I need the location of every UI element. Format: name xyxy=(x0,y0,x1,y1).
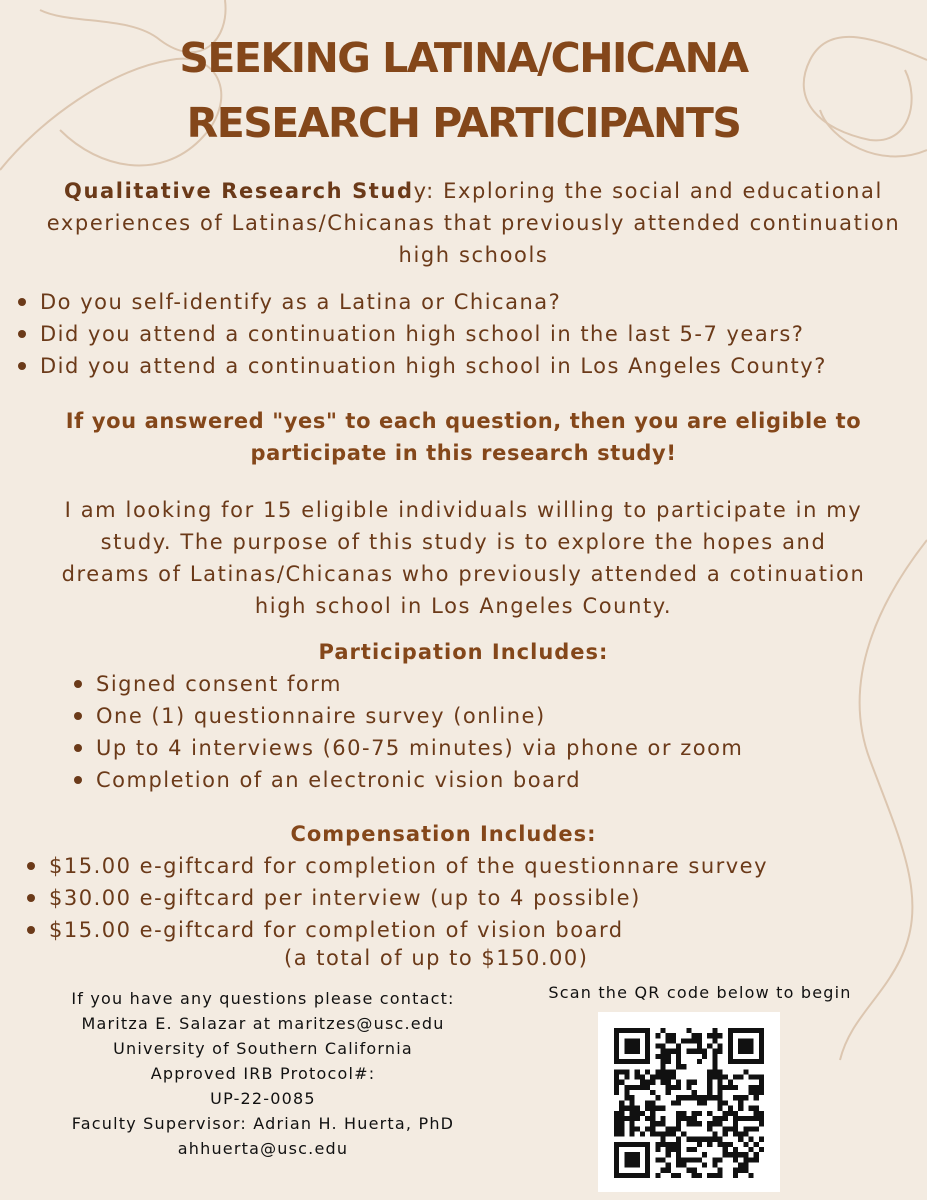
contact-university: University of Southern California xyxy=(113,1039,413,1058)
participation-item: One (1) questionnaire survey (online) xyxy=(72,700,743,732)
study-description: y: Exploring the social and educational experiences of Latinas/Chicanas that previously attended continuation high schools xyxy=(46,179,901,267)
supervisor-email: ahhuerta@usc.edu xyxy=(177,1139,349,1158)
study-type-label: Qualitative Research Stud xyxy=(64,179,414,203)
qr-code-card[interactable] xyxy=(598,1012,780,1192)
participation-heading: Participation Includes: xyxy=(318,640,609,664)
compensation-item: $30.00 e-giftcard per interview (up to 4 possible) xyxy=(25,882,768,914)
irb-number: UP-22-0085 xyxy=(210,1089,316,1108)
screening-questions xyxy=(16,286,827,382)
faculty-supervisor: Faculty Supervisor: Adrian H. Huerta, PhD xyxy=(71,1114,455,1133)
page-title-line-2: RESEARCH PARTICIPANTS xyxy=(186,99,741,147)
compensation-list xyxy=(25,850,768,946)
compensation-item: $15.00 e-giftcard for completion of vision board xyxy=(25,914,768,946)
compensation-item: $15.00 e-giftcard for completion of the questionnare survey xyxy=(25,850,768,882)
participation-list xyxy=(72,668,743,796)
participation-item: Signed consent form xyxy=(72,668,743,700)
contact-prompt: If you have any questions please contact: xyxy=(71,989,455,1008)
study-intro xyxy=(40,175,907,271)
contact-info xyxy=(28,986,498,1161)
qr-code[interactable] xyxy=(614,1028,764,1178)
qr-caption: Scan the QR code below to begin xyxy=(548,983,852,1002)
eligibility-statement: If you answered "yes" to each question, then you are eligible to participate in this research study! xyxy=(65,409,862,465)
irb-label: Approved IRB Protocol#: xyxy=(150,1064,376,1083)
study-purpose: I am looking for 15 eligible individuals willing to participate in my study. The purpose of this study is to explore the hopes and dreams of Latinas/Chicanas who previously attended a cotinuation high school in Los Angeles County. xyxy=(61,498,866,618)
compensation-heading: Compensation Includes: xyxy=(290,822,597,846)
participation-item: Completion of an electronic vision board xyxy=(72,764,743,796)
screening-question: Did you attend a continuation high school in the last 5-7 years? xyxy=(16,318,827,350)
screening-question: Did you attend a continuation high school in Los Angeles County? xyxy=(16,350,827,382)
participation-item: Up to 4 interviews (60-75 minutes) via phone or zoom xyxy=(72,732,743,764)
contact-researcher: Maritza E. Salazar at maritzes@usc.edu xyxy=(81,1014,445,1033)
screening-question: Do you self-identify as a Latina or Chicana? xyxy=(16,286,827,318)
compensation-total: (a total of up to $150.00) xyxy=(284,946,589,970)
page-title-line-1: SEEKING LATINA/CHICANA xyxy=(179,34,748,82)
